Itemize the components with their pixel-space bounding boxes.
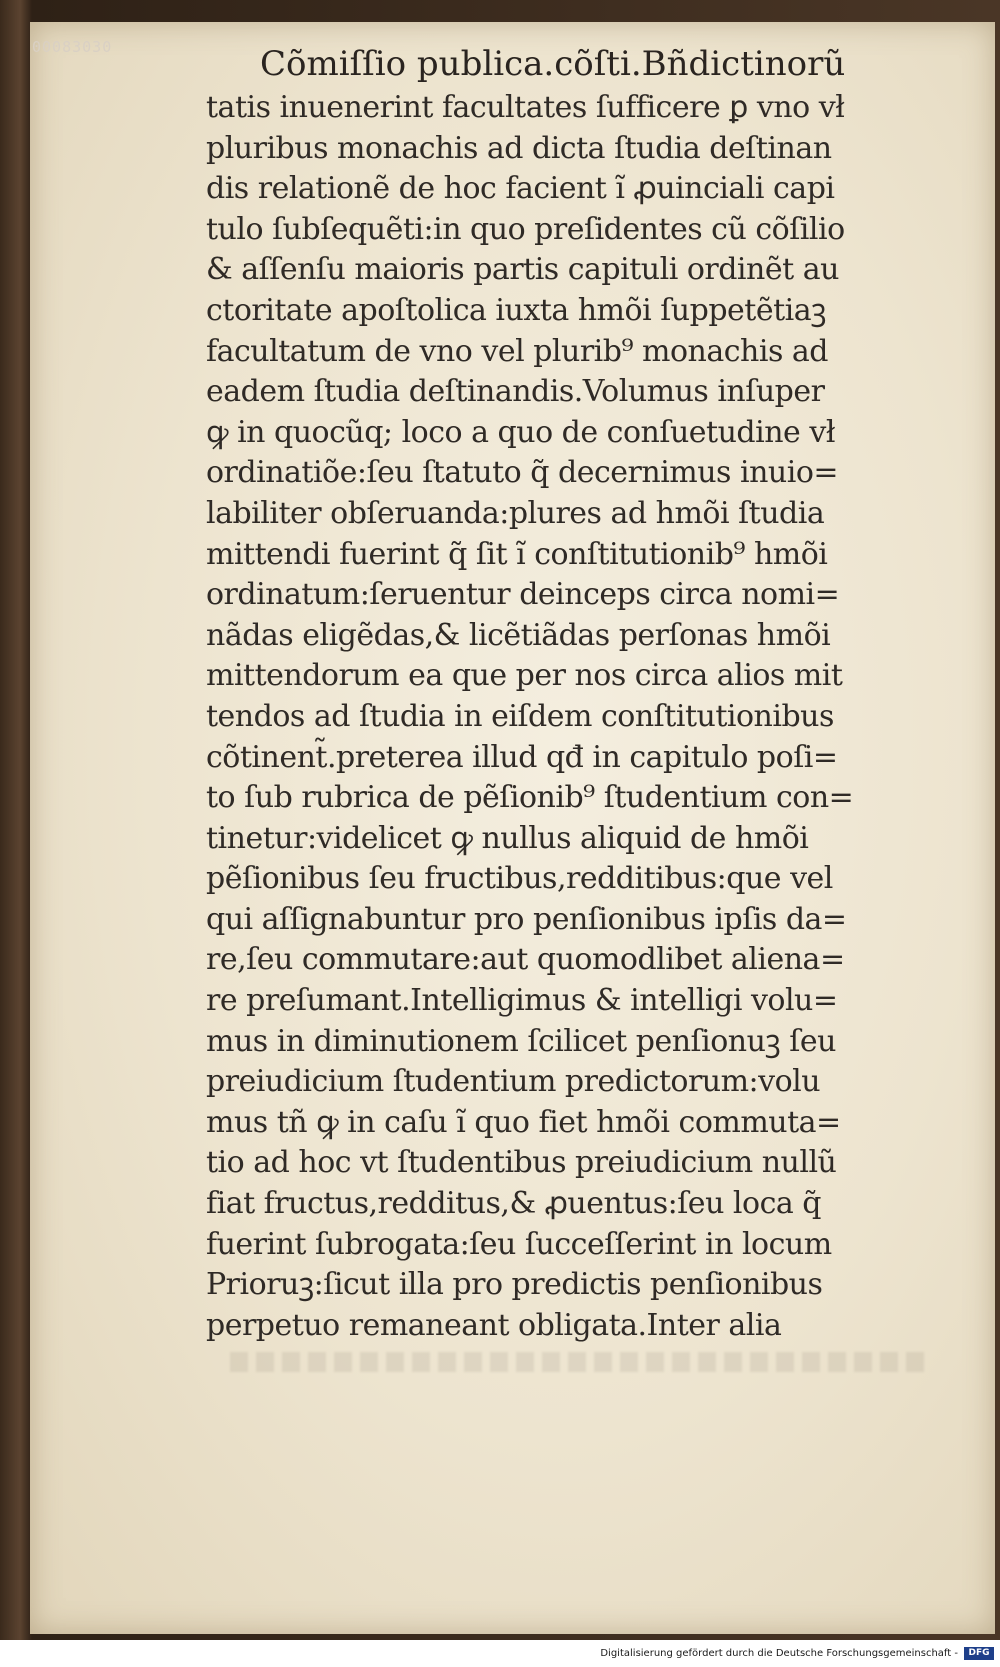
text-line: preiudicium ſtudentium predictorum:volu: [206, 1064, 821, 1100]
text-line: cõtinent̃.preterea illud qđ in capitulo poſi=: [206, 739, 838, 775]
text-line: re,ſeu commutare:aut quomodlibet aliena=: [206, 942, 845, 978]
text-line: mittendi fuerint q̃ ſit ĩ conſtitutionib⁹ hmõi: [206, 536, 828, 572]
text-line: ordinatum:ſeruentur deinceps circa nomi=: [206, 577, 840, 613]
text-line: ꝙ in quocũq; loco a quo de conſuetudine vł: [206, 414, 835, 450]
text-line: tendos ad ſtudia in eiſdem conſtitutionibus: [206, 698, 834, 734]
body-text: [206, 88, 946, 1346]
text-line: qui aſſignabuntur pro penſionibus ipſis da=: [206, 901, 847, 937]
text-line: dis relationẽ de hoc facient ĩ ꝓuinciali capi: [206, 171, 835, 207]
funding-credit: Digitalisierung gefördert durch die Deutsche Forschungsgemeinschaft -: [600, 1648, 958, 1659]
text-line: re preſumant.Intelligimus & intelligi volu=: [206, 983, 838, 1019]
text-line: labiliter obſeruanda:plures ad hmõi ſtudia: [206, 495, 825, 531]
text-line: Prioruꝫ:ſicut illa pro predictis penſionibus: [206, 1267, 823, 1303]
text-line: tinetur:videlicet ꝙ nullus aliquid de hmõi: [206, 820, 809, 856]
text-line: ordinatiõe:ſeu ſtatuto q̃ decernimus inuio=: [206, 455, 839, 491]
text-line: tio ad hoc vt ſtudentibus preiudicium nullũ: [206, 1145, 837, 1181]
text-line: nãdas eligẽdas,& licẽtiãdas perſonas hmõi: [206, 617, 831, 653]
text-line: pẽſionibus ſeu fructibus,redditibus:que vel: [206, 861, 833, 897]
book-page: [30, 22, 995, 1634]
ink-show-through: [230, 1352, 930, 1372]
text-line: eadem ſtudia deſtinandis.Volumus inſuper: [206, 374, 825, 410]
text-line: fuerint ſubrogata:ſeu ſucceſſerint in locum: [206, 1226, 832, 1262]
footer-bar: [0, 1640, 1000, 1667]
text-line: perpetuo remaneant obligata.Inter alia: [206, 1307, 782, 1343]
text-line: mus in diminutionem ſcilicet penſionuꝫ ſeu: [206, 1023, 836, 1059]
text-line: fiat fructus,redditus,& ꝓuentus:ſeu loca q̃: [206, 1186, 822, 1222]
text-line: ctoritate apoſtolica iuxta hmõi ſuppetẽtiaꝫ: [206, 292, 826, 328]
text-line: to ſub rubrica de pẽſionib⁹ ſtudentium con=: [206, 780, 854, 816]
text-line: mittendorum ea que per nos circa alios mit: [206, 658, 843, 694]
text-line: facultatum de vno vel plurib⁹ monachis ad: [206, 333, 828, 369]
scan-reference-number: 00083030: [32, 38, 113, 56]
text-line: tulo ſubſequẽti:in quo preſidentes cũ cõſilio: [206, 211, 845, 247]
text-line: pluribus monachis ad dicta ſtudia deſtinan: [206, 130, 832, 166]
running-head: Cõmiſſio publica.cõſti.Bñdictinorũ: [260, 44, 846, 84]
text-line: mus tñ ꝙ in caſu ĩ quo fiet hmõi commuta=: [206, 1104, 841, 1140]
dfg-logo: DFG: [964, 1647, 994, 1660]
text-line: tatis inuenerint facultates ſufficere ꝑ vno vł: [206, 90, 845, 125]
text-line: & aſſenſu maioris partis capituli ordinẽt au: [206, 252, 839, 288]
